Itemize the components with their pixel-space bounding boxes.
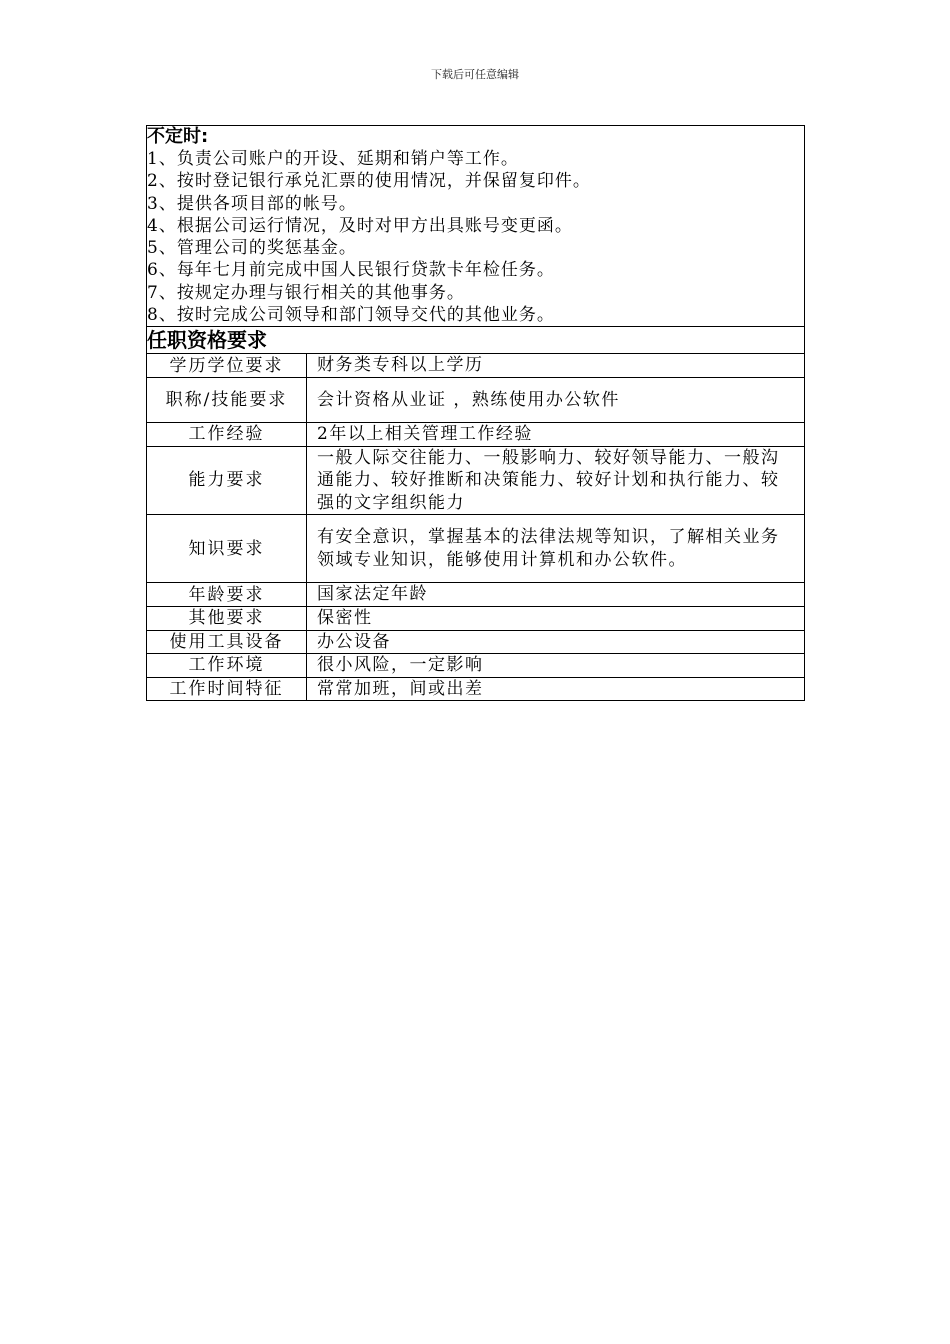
row-label: 知识要求 [147,515,307,583]
row-value: 办公设备 [307,630,805,654]
row-value: 很小风险，一定影响 [307,654,805,678]
row-label: 年龄要求 [147,583,307,607]
duty-item: 7、按规定办理与银行相关的其他事务。 [147,282,465,303]
row-value: 常常加班，间或出差 [307,677,805,701]
row-label: 职称/技能要求 [147,377,307,422]
row-label: 工作时间特征 [147,677,307,701]
row-value: 一般人际交往能力、一般影响力、较好领导能力、一般沟通能力、较好推断和决策能力、较好计划和执行能力、较强的文字组织能力 [307,446,805,515]
row-value: 有安全意识，掌握基本的法律法规等知识，了解相关业务领域专业知识，能够使用计算机和办公软件。 [307,515,805,583]
table-row [147,677,805,701]
duty-item: 3、提供各项目部的帐号。 [147,193,357,214]
duty-item: 5、管理公司的奖惩基金。 [147,238,357,259]
row-value: 财务类专科以上学历 [307,354,805,378]
table-row [147,606,805,630]
row-label: 使用工具设备 [147,630,307,654]
job-description-table [146,125,805,701]
duties-cell [147,126,805,327]
table-row [147,583,805,607]
row-label: 工作环境 [147,654,307,678]
row-label: 学历学位要求 [147,354,307,378]
duty-item: 2、按时登记银行承兑汇票的使用情况，并保留复印件。 [147,171,591,192]
page-header: 下载后可任意编辑 [431,68,519,81]
qualifications-header-cell [147,327,805,354]
row-label: 能力要求 [147,446,307,515]
row-value: 2年以上相关管理工作经验 [307,422,805,446]
row-label: 工作经验 [147,422,307,446]
duty-item: 8、按时完成公司领导和部门领导交代的其他业务。 [147,305,555,326]
table-row [147,515,805,583]
table-row [147,630,805,654]
duties-row [147,126,805,327]
qualifications-title: 任职资格要求 [147,328,267,353]
row-value: 国家法定年龄 [307,583,805,607]
qualifications-header-row [147,327,805,354]
table-row [147,377,805,422]
duty-item: 6、每年七月前完成中国人民银行贷款卡年检任务。 [147,260,555,281]
table-row [147,446,805,515]
row-value: 保密性 [307,606,805,630]
row-label: 其他要求 [147,606,307,630]
table-row [147,654,805,678]
duty-item: 4、根据公司运行情况，及时对甲方出具账号变更函。 [147,215,573,236]
row-value: 会计资格从业证 ，熟练使用办公软件 [307,377,805,422]
duties-title: 不定时: [147,126,209,147]
table-row [147,354,805,378]
table-row [147,422,805,446]
duty-item: 1、负责公司账户的开设、延期和销户等工作。 [147,149,519,169]
